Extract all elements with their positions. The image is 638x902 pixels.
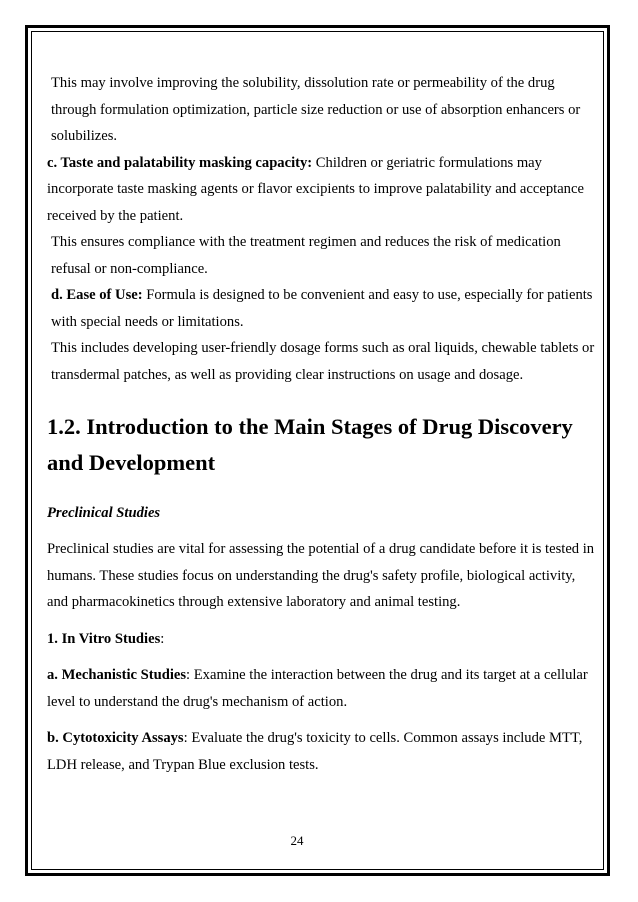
page-content [47, 70, 597, 778]
paragraph-cytotoxicity [47, 725, 597, 778]
paragraph-preclinical-intro: Preclinical studies are vital for assessing the potential of a drug candidate before it is tested in humans. These studies focus on understanding the drug's safety profile, biological activity, and pharmacokinetics through extensive laboratory and animal testing. [47, 541, 595, 610]
mechanistic-text: : Examine the interaction between the drug and its target at a cellular level to understand the drug's mechanism of action. [47, 667, 588, 710]
ease-of-use-label: d. Ease of Use: [51, 287, 143, 303]
taste-masking-label: c. Taste and palatability masking capacity: [47, 154, 313, 171]
ease-of-use-text: Formula is designed to be convenient and easy to use, especially for patients with special needs or limitations. [51, 287, 593, 330]
in-vitro-heading [47, 626, 597, 653]
page-number: 24 [290, 833, 304, 848]
mechanistic-label: a. Mechanistic Studies [47, 667, 187, 683]
paragraph-dosage-forms: This includes developing user-friendly dosage forms such as oral liquids, chewable tablets or transdermal patches, as well as providing clear instructions on usage and dosage. [51, 340, 595, 383]
paragraph-compliance: This ensures compliance with the treatment regimen and reduces the risk of medication refusal or non-compliance. [51, 234, 561, 277]
paragraph-solubility: This may involve improving the solubility, dissolution rate or permeability of the drug through formulation optimization, particle size reduction or use of absorption enhancers or solubilizes. [51, 75, 581, 144]
taste-masking-text: Children or geriatric formulations may incorporate taste masking agents or flavor excipients to improve palatability and acceptance received by the patient. [47, 154, 584, 224]
paragraph-taste-masking [47, 150, 597, 230]
paragraph-ease-of-use [47, 282, 597, 335]
cytotoxicity-label: b. Cytotoxicity Assays [47, 730, 184, 746]
in-vitro-colon: : [160, 630, 165, 647]
cytotoxicity-text: : Evaluate the drug's toxicity to cells. Common assays include MTT, LDH release, and Trypan Blue exclusion tests. [47, 730, 583, 773]
preclinical-subheading: Preclinical Studies [47, 505, 161, 521]
in-vitro-label: 1. In Vitro Studies [47, 630, 161, 647]
paragraph-mechanistic [47, 662, 597, 715]
section-heading: 1.2. Introduction to the Main Stages of Drug Discovery and Development [47, 414, 573, 475]
